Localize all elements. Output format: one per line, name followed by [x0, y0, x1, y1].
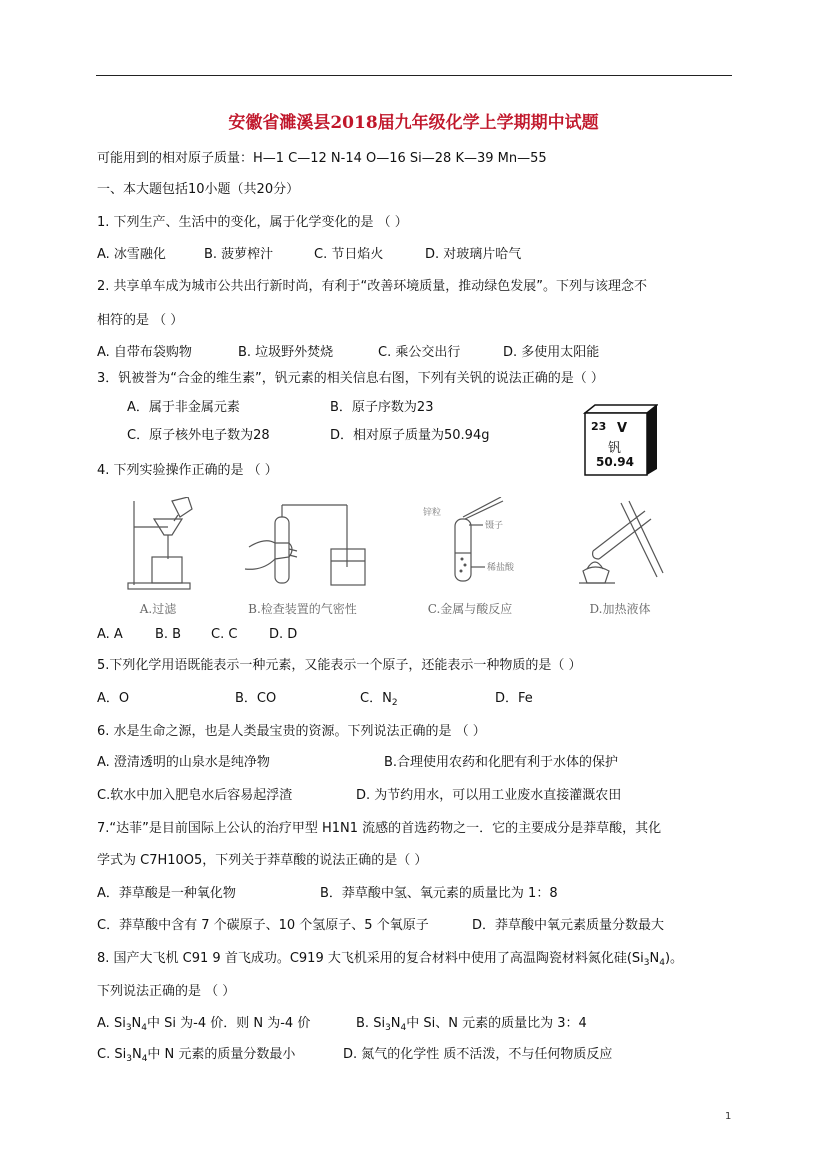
- q5-options: [97, 690, 533, 708]
- atomic-mass: 50.94: [596, 455, 634, 469]
- q6-option-a: A. 澄清透明的山泉水是纯净物: [97, 755, 270, 770]
- q2-option-d: D. 多使用太阳能: [503, 345, 600, 360]
- q7-stem-line2: 学式为 C7H10O5，下列关于莽草酸的说法正确的是（ ）: [97, 853, 428, 868]
- q4-option-b: B. B: [155, 627, 182, 642]
- apparatus-d-heating: [565, 497, 675, 617]
- q1-option-d: D. 对玻璃片哈气: [425, 247, 522, 262]
- q6-stem: 6. 水是生命之源，也是人类最宝贵的资源。下列说法正确的是 （ ）: [97, 724, 486, 739]
- q7-option-a: A．莽草酸是一种氧化物: [97, 886, 236, 901]
- q5-stem: 5.下列化学用语既能表示一种元素，又能表示一个原子，还能表示一种物质的是（ ）: [97, 658, 582, 673]
- page-title: 安徽省濉溪县2018届九年级化学上学期期中试题: [228, 113, 599, 133]
- element-name: 钒: [608, 441, 622, 456]
- q3-option-c: C．原子核外电子数为28: [127, 428, 270, 443]
- q8-option-d: D. 氮气的化学性 质不活泼，不与任何物质反应: [343, 1047, 613, 1062]
- caption-a: A.过滤: [139, 602, 177, 616]
- q2-stem-line2: 相符的是 （ ）: [97, 313, 184, 328]
- header-rule: [96, 75, 732, 76]
- q6-option-d: D. 为节约用水，可以用工业废水直接灌溉农田: [356, 788, 622, 803]
- q5-option-b: B．CO: [235, 691, 277, 706]
- q4-stem: 4. 下列实验操作正确的是 （ ）: [97, 463, 278, 478]
- q4-option-c: C. C: [211, 627, 238, 642]
- q4-option-a: A. A: [97, 627, 123, 642]
- q4-options: [97, 626, 297, 644]
- q5-option-c: C．$N_2$: [360, 691, 398, 708]
- q8-stem-line2: 下列说法正确的是 （ ）: [97, 984, 236, 999]
- q5-option-a: A．O: [97, 691, 130, 706]
- q2-options: [97, 344, 599, 362]
- q7-stem-line1: 7.“达菲”是目前国际上公认的治疗甲型 H1N1 流感的首选药物之一．它的主要成分是莽草酸，其化: [97, 821, 662, 836]
- n2-subscript: 2: [391, 698, 398, 708]
- q1-options: [97, 246, 521, 264]
- q8-option-a: A. $Si_3N_4$中 Si 为-4 价．则 N 为-4 价: [97, 1016, 311, 1033]
- q3-option-a: A．属于非金属元素: [127, 400, 240, 415]
- caption-c: C.金属与酸反应: [427, 602, 513, 616]
- q2-option-c: C. 乘公交出行: [378, 345, 461, 360]
- q6-option-b: B.合理使用农药和化肥有利于水体的保护: [384, 755, 619, 770]
- acid-label: 稀盐酸: [487, 563, 515, 573]
- q4-option-d: D. D: [269, 627, 298, 642]
- atomic-number: 23: [591, 420, 607, 433]
- q7-option-d: D．莽草酸中氧元素质量分数最大: [472, 918, 665, 933]
- q8-option-c: C. $Si_3N_4$中 N 元素的质量分数最小: [97, 1047, 296, 1064]
- atomic-masses: 可能用到的相对原子质量：H—1 C—12 N-14 O—16 Si—28 K—39 Mn—55: [97, 151, 547, 166]
- apparatus-a-filtration: [118, 497, 198, 617]
- q2-option-b: B. 垃圾野外焚烧: [238, 345, 334, 360]
- caption-b: B.检查装置的气密性: [248, 602, 357, 616]
- airtightness-drawing: [235, 497, 370, 597]
- tweezers-label: 镊子: [485, 521, 504, 531]
- heating-drawing: [565, 497, 675, 597]
- q8-stem-line1: 8. 国产大飞机 C91 9 首飞成功。C919 大飞机采用的复合材料中使用了高温陶瓷材料氮化硅$(Si_3N_4)$。: [97, 951, 684, 968]
- q2-stem-line1: 2. 共享单车成为城市公共出行新时尚，有利于“改善环境质量，推动绿色发展”。下列与该理念不: [97, 279, 648, 294]
- q3-option-b: B．原子序数为23: [330, 400, 434, 415]
- zinc-label: 锌粒: [423, 508, 442, 518]
- q7-option-c: C．莽草酸中含有 7 个碳原子、10 个氢原子、5 个氧原子: [97, 918, 429, 933]
- section-heading: 一、本大题包括10小题（共20分）: [97, 182, 300, 197]
- q8-option-b: B. $Si_3N_4$中 Si、N 元素的质量比为 3：4: [356, 1016, 587, 1033]
- q3-option-d: D．相对原子质量为50.94g: [330, 428, 490, 443]
- page-number: 1: [725, 1111, 732, 1122]
- filtration-drawing: [118, 497, 198, 597]
- q7-option-b: B．莽草酸中氢、氧元素的质量比为 1：8: [320, 886, 558, 901]
- q6-option-c: C.软水中加入肥皂水后容易起浮渣: [97, 788, 293, 803]
- q1-option-a: A. 冰雪融化: [97, 247, 166, 262]
- caption-d: D.加热液体: [589, 602, 651, 616]
- q1-option-c: C. 节日焰火: [314, 247, 384, 262]
- apparatus-b-airtightness: [235, 497, 370, 617]
- q1-stem: 1. 下列生产、生活中的变化，属于化学变化的是 （ ）: [97, 215, 408, 230]
- vanadium-element-card: [583, 403, 658, 477]
- element-symbol: V: [617, 421, 628, 436]
- apparatus-c-metal-acid: [405, 497, 535, 617]
- q1-option-b: B. 菠萝榨汁: [204, 247, 274, 262]
- q3-stem: 3．钒被誉为“合金的维生素”，钒元素的相关信息右图，下列有关钒的说法正确的是（ ）: [97, 371, 604, 386]
- metal-acid-drawing: [405, 497, 535, 597]
- q2-option-a: A. 自带布袋购物: [97, 345, 192, 360]
- q5-option-d: D．Fe: [495, 691, 533, 706]
